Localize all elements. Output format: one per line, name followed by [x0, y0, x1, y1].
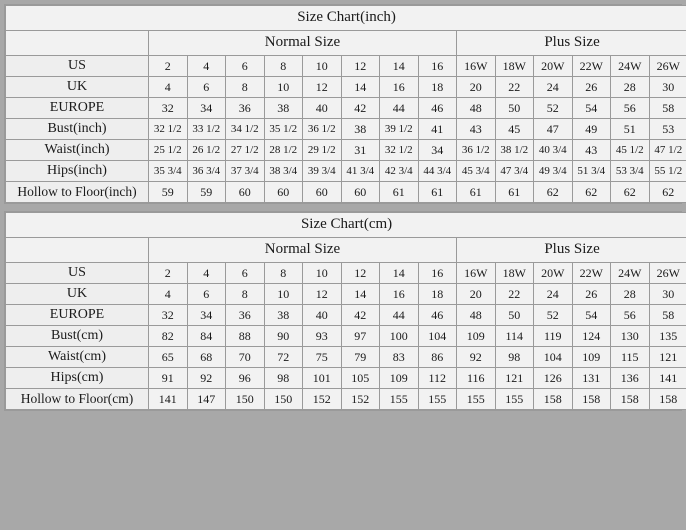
table-row — [6, 119, 686, 140]
table-cell: 38 3/4 — [264, 161, 303, 182]
table-cell: 30 — [649, 284, 686, 305]
table-cell: 6 — [226, 263, 265, 284]
table-cell: 79 — [341, 347, 380, 368]
size-chart-inch-body — [6, 6, 686, 203]
table-cell: 112 — [418, 368, 457, 389]
table-cell: 36 — [226, 98, 265, 119]
table-cell: 44 — [380, 305, 419, 326]
table-cell: 45 1/2 — [611, 140, 650, 161]
table-cell: 42 3/4 — [380, 161, 419, 182]
table-cell: 72 — [264, 347, 303, 368]
table-cell: 119 — [534, 326, 573, 347]
table-cell: 24 — [534, 77, 573, 98]
table-cell: 12 — [341, 56, 380, 77]
table-cell: 141 — [649, 368, 686, 389]
table-cell: 88 — [226, 326, 265, 347]
row-label: US — [6, 263, 149, 284]
table-cell: 43 — [457, 119, 496, 140]
table-cell: 4 — [149, 284, 188, 305]
table-cell: 109 — [380, 368, 419, 389]
table-cell: 61 — [418, 182, 457, 203]
table-cell: 2 — [149, 56, 188, 77]
table-cell: 75 — [303, 347, 342, 368]
table-cell: 97 — [341, 326, 380, 347]
table-cell: 16 — [418, 263, 457, 284]
row-label: UK — [6, 77, 149, 98]
table-cell: 27 1/2 — [226, 140, 265, 161]
table-row — [6, 263, 686, 284]
table-cell: 62 — [649, 182, 686, 203]
size-chart-inch — [4, 4, 682, 204]
row-label: Waist(inch) — [6, 140, 149, 161]
table-cell: 26 — [572, 284, 611, 305]
table-cell: 14 — [341, 284, 380, 305]
chart-title: Size Chart(inch) — [6, 6, 686, 31]
table-cell: 40 — [303, 305, 342, 326]
table-cell: 30 — [649, 77, 686, 98]
table-cell: 121 — [495, 368, 534, 389]
table-cell: 96 — [226, 368, 265, 389]
table-cell: 105 — [341, 368, 380, 389]
table-cell: 40 — [303, 98, 342, 119]
table-cell: 38 1/2 — [495, 140, 534, 161]
table-cell: 65 — [149, 347, 188, 368]
table-cell: 33 1/2 — [187, 119, 226, 140]
table-cell: 34 — [187, 305, 226, 326]
table-cell: 4 — [187, 56, 226, 77]
chart-title-row — [6, 6, 686, 31]
table-cell: 60 — [226, 182, 265, 203]
table-cell: 10 — [303, 263, 342, 284]
table-cell: 116 — [457, 368, 496, 389]
size-chart-cm-table — [5, 212, 686, 410]
table-cell: 92 — [457, 347, 496, 368]
row-label: Bust(inch) — [6, 119, 149, 140]
table-cell: 41 — [418, 119, 457, 140]
table-cell: 47 3/4 — [495, 161, 534, 182]
table-cell: 49 3/4 — [534, 161, 573, 182]
group-row-spacer — [6, 31, 149, 56]
table-cell: 59 — [149, 182, 188, 203]
table-cell: 70 — [226, 347, 265, 368]
table-cell: 2 — [149, 263, 188, 284]
table-cell: 38 — [264, 98, 303, 119]
table-cell: 40 3/4 — [534, 140, 573, 161]
table-row — [6, 284, 686, 305]
table-cell: 155 — [418, 389, 457, 410]
row-label: Hollow to Floor(cm) — [6, 389, 149, 410]
table-cell: 32 1/2 — [149, 119, 188, 140]
table-cell: 20 — [457, 77, 496, 98]
table-cell: 152 — [341, 389, 380, 410]
table-cell: 124 — [572, 326, 611, 347]
table-cell: 150 — [226, 389, 265, 410]
table-cell: 109 — [572, 347, 611, 368]
table-cell: 44 — [380, 98, 419, 119]
table-cell: 35 3/4 — [149, 161, 188, 182]
table-cell: 158 — [534, 389, 573, 410]
table-cell: 25 1/2 — [149, 140, 188, 161]
table-cell: 35 1/2 — [264, 119, 303, 140]
table-cell: 62 — [572, 182, 611, 203]
table-cell: 46 — [418, 305, 457, 326]
table-cell: 43 — [572, 140, 611, 161]
table-cell: 136 — [611, 368, 650, 389]
table-cell: 6 — [187, 77, 226, 98]
table-row — [6, 56, 686, 77]
table-cell: 51 — [611, 119, 650, 140]
table-cell: 61 — [457, 182, 496, 203]
table-cell: 28 1/2 — [264, 140, 303, 161]
table-cell: 36 1/2 — [303, 119, 342, 140]
table-cell: 53 — [649, 119, 686, 140]
table-cell: 39 3/4 — [303, 161, 342, 182]
table-cell: 12 — [303, 77, 342, 98]
table-cell: 6 — [226, 56, 265, 77]
table-cell: 46 — [418, 98, 457, 119]
chart-title: Size Chart(cm) — [6, 213, 686, 238]
table-cell: 59 — [187, 182, 226, 203]
group-header: Normal Size — [149, 238, 457, 263]
row-label: US — [6, 56, 149, 77]
table-cell: 24 — [534, 284, 573, 305]
table-cell: 24W — [611, 56, 650, 77]
size-chart-cm — [4, 211, 682, 411]
table-row — [6, 326, 686, 347]
table-cell: 41 3/4 — [341, 161, 380, 182]
table-cell: 158 — [611, 389, 650, 410]
table-row — [6, 389, 686, 410]
table-cell: 37 3/4 — [226, 161, 265, 182]
table-cell: 32 — [149, 305, 188, 326]
table-cell: 48 — [457, 305, 496, 326]
table-cell: 32 — [149, 98, 188, 119]
table-cell: 10 — [264, 284, 303, 305]
chart-title-row — [6, 213, 686, 238]
table-cell: 158 — [649, 389, 686, 410]
row-label: UK — [6, 284, 149, 305]
table-cell: 16W — [457, 56, 496, 77]
table-cell: 16W — [457, 263, 496, 284]
table-cell: 18W — [495, 263, 534, 284]
table-cell: 141 — [149, 389, 188, 410]
table-cell: 26 — [572, 77, 611, 98]
row-label: Hips(inch) — [6, 161, 149, 182]
table-cell: 104 — [534, 347, 573, 368]
table-cell: 20 — [457, 284, 496, 305]
table-cell: 62 — [611, 182, 650, 203]
table-cell: 28 — [611, 77, 650, 98]
table-cell: 126 — [534, 368, 573, 389]
table-cell: 50 — [495, 98, 534, 119]
table-cell: 14 — [380, 56, 419, 77]
table-cell: 14 — [380, 263, 419, 284]
table-cell: 10 — [303, 56, 342, 77]
table-cell: 50 — [495, 305, 534, 326]
table-cell: 58 — [649, 98, 686, 119]
table-cell: 34 — [187, 98, 226, 119]
table-cell: 6 — [187, 284, 226, 305]
table-cell: 12 — [341, 263, 380, 284]
group-header: Plus Size — [457, 31, 686, 56]
chart-group-row — [6, 238, 686, 263]
table-cell: 56 — [611, 98, 650, 119]
table-cell: 56 — [611, 305, 650, 326]
table-cell: 8 — [226, 284, 265, 305]
table-row — [6, 305, 686, 326]
table-cell: 20W — [534, 56, 573, 77]
row-label: Bust(cm) — [6, 326, 149, 347]
table-cell: 93 — [303, 326, 342, 347]
table-cell: 36 — [226, 305, 265, 326]
table-cell: 36 1/2 — [457, 140, 496, 161]
table-cell: 82 — [149, 326, 188, 347]
table-cell: 52 — [534, 98, 573, 119]
table-row — [6, 182, 686, 203]
table-row — [6, 368, 686, 389]
table-cell: 45 — [495, 119, 534, 140]
table-cell: 135 — [649, 326, 686, 347]
table-cell: 47 — [534, 119, 573, 140]
table-cell: 62 — [534, 182, 573, 203]
table-cell: 31 — [341, 140, 380, 161]
table-cell: 53 3/4 — [611, 161, 650, 182]
table-cell: 44 3/4 — [418, 161, 457, 182]
table-cell: 42 — [341, 305, 380, 326]
row-label: Waist(cm) — [6, 347, 149, 368]
table-cell: 101 — [303, 368, 342, 389]
table-cell: 84 — [187, 326, 226, 347]
table-cell: 8 — [264, 263, 303, 284]
table-cell: 45 3/4 — [457, 161, 496, 182]
row-label: EUROPE — [6, 98, 149, 119]
table-cell: 16 — [380, 77, 419, 98]
table-cell: 22W — [572, 263, 611, 284]
table-cell: 24W — [611, 263, 650, 284]
table-cell: 8 — [264, 56, 303, 77]
table-cell: 12 — [303, 284, 342, 305]
table-cell: 83 — [380, 347, 419, 368]
table-cell: 98 — [264, 368, 303, 389]
table-cell: 16 — [418, 56, 457, 77]
row-label: EUROPE — [6, 305, 149, 326]
table-cell: 34 — [418, 140, 457, 161]
table-cell: 115 — [611, 347, 650, 368]
table-cell: 60 — [303, 182, 342, 203]
table-cell: 91 — [149, 368, 188, 389]
table-cell: 18W — [495, 56, 534, 77]
table-cell: 60 — [264, 182, 303, 203]
table-cell: 22W — [572, 56, 611, 77]
table-cell: 58 — [649, 305, 686, 326]
table-cell: 10 — [264, 77, 303, 98]
table-cell: 90 — [264, 326, 303, 347]
table-cell: 92 — [187, 368, 226, 389]
table-cell: 26W — [649, 263, 686, 284]
table-cell: 51 3/4 — [572, 161, 611, 182]
table-cell: 155 — [380, 389, 419, 410]
table-cell: 68 — [187, 347, 226, 368]
table-cell: 26 1/2 — [187, 140, 226, 161]
table-cell: 28 — [611, 284, 650, 305]
table-cell: 39 1/2 — [380, 119, 419, 140]
table-row — [6, 98, 686, 119]
table-row — [6, 347, 686, 368]
table-cell: 155 — [495, 389, 534, 410]
table-cell: 4 — [149, 77, 188, 98]
table-cell: 158 — [572, 389, 611, 410]
table-cell: 104 — [418, 326, 457, 347]
table-cell: 49 — [572, 119, 611, 140]
table-cell: 4 — [187, 263, 226, 284]
table-cell: 26W — [649, 56, 686, 77]
table-cell: 54 — [572, 98, 611, 119]
table-cell: 48 — [457, 98, 496, 119]
table-cell: 47 1/2 — [649, 140, 686, 161]
table-cell: 22 — [495, 284, 534, 305]
table-row — [6, 161, 686, 182]
table-cell: 34 1/2 — [226, 119, 265, 140]
table-row — [6, 140, 686, 161]
table-cell: 36 3/4 — [187, 161, 226, 182]
table-cell: 32 1/2 — [380, 140, 419, 161]
table-cell: 54 — [572, 305, 611, 326]
table-cell: 100 — [380, 326, 419, 347]
table-cell: 42 — [341, 98, 380, 119]
table-cell: 109 — [457, 326, 496, 347]
table-cell: 18 — [418, 77, 457, 98]
table-cell: 29 1/2 — [303, 140, 342, 161]
table-cell: 155 — [457, 389, 496, 410]
chart-group-row — [6, 31, 686, 56]
table-cell: 61 — [380, 182, 419, 203]
table-cell: 130 — [611, 326, 650, 347]
table-row — [6, 77, 686, 98]
table-cell: 18 — [418, 284, 457, 305]
table-cell: 14 — [341, 77, 380, 98]
group-row-spacer — [6, 238, 149, 263]
table-cell: 86 — [418, 347, 457, 368]
group-header: Normal Size — [149, 31, 457, 56]
table-cell: 61 — [495, 182, 534, 203]
table-cell: 20W — [534, 263, 573, 284]
table-cell: 60 — [341, 182, 380, 203]
table-cell: 98 — [495, 347, 534, 368]
table-cell: 121 — [649, 347, 686, 368]
table-cell: 8 — [226, 77, 265, 98]
table-cell: 38 — [341, 119, 380, 140]
table-cell: 147 — [187, 389, 226, 410]
row-label: Hollow to Floor(inch) — [6, 182, 149, 203]
table-cell: 22 — [495, 77, 534, 98]
size-chart-cm-body — [6, 213, 686, 410]
row-label: Hips(cm) — [6, 368, 149, 389]
table-cell: 52 — [534, 305, 573, 326]
table-cell: 114 — [495, 326, 534, 347]
group-header: Plus Size — [457, 238, 686, 263]
table-cell: 16 — [380, 284, 419, 305]
size-chart-inch-table — [5, 5, 686, 203]
table-cell: 150 — [264, 389, 303, 410]
table-cell: 38 — [264, 305, 303, 326]
table-cell: 131 — [572, 368, 611, 389]
table-cell: 152 — [303, 389, 342, 410]
table-cell: 55 1/2 — [649, 161, 686, 182]
